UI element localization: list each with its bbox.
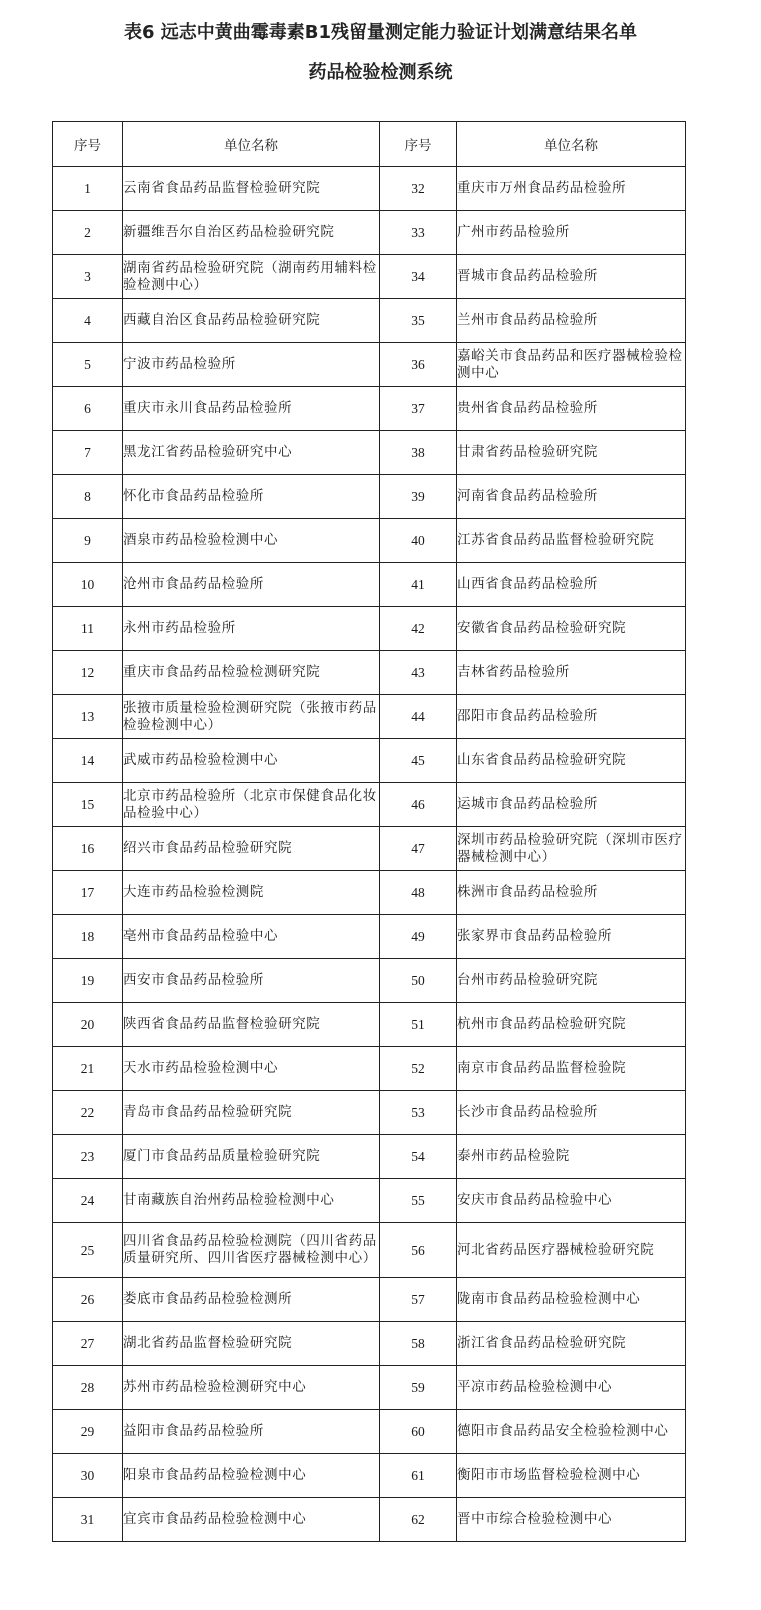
serial-number-left: 7 (53, 431, 123, 475)
unit-name-right: 浙江省食品药品检验研究院 (457, 1322, 686, 1366)
unit-name-right: 运城市食品药品检验所 (457, 783, 686, 827)
serial-number-left: 30 (53, 1454, 123, 1498)
table-row (53, 1003, 686, 1047)
unit-name-right: 山西省食品药品检验所 (457, 563, 686, 607)
unit-name-left: 湖南省药品检验研究院（湖南药用辅料检验检测中心） (123, 255, 380, 299)
serial-number-right: 60 (380, 1410, 457, 1454)
serial-number-right: 57 (380, 1278, 457, 1322)
table-row (53, 1278, 686, 1322)
unit-name-right: 安徽省食品药品检验研究院 (457, 607, 686, 651)
unit-name-right: 台州市药品检验研究院 (457, 959, 686, 1003)
serial-number-right: 39 (380, 475, 457, 519)
unit-name-left: 西安市食品药品检验所 (123, 959, 380, 1003)
unit-name-right: 长沙市食品药品检验所 (457, 1091, 686, 1135)
serial-number-right: 32 (380, 167, 457, 211)
unit-name-left: 沧州市食品药品检验所 (123, 563, 380, 607)
table-row (53, 563, 686, 607)
header-serial-left: 序号 (53, 122, 123, 167)
table-row (53, 1410, 686, 1454)
table-body (53, 167, 686, 1542)
unit-name-right: 株洲市食品药品检验所 (457, 871, 686, 915)
serial-number-right: 40 (380, 519, 457, 563)
serial-number-left: 28 (53, 1366, 123, 1410)
unit-name-right: 张家界市食品药品检验所 (457, 915, 686, 959)
unit-name-right: 深圳市药品检验研究院（深圳市医疗器械检测中心） (457, 827, 686, 871)
unit-name-left: 亳州市食品药品检验中心 (123, 915, 380, 959)
unit-name-right: 邵阳市食品药品检验所 (457, 695, 686, 739)
unit-name-left: 阳泉市食品药品检验检测中心 (123, 1454, 380, 1498)
unit-name-right: 南京市食品药品监督检验院 (457, 1047, 686, 1091)
unit-name-left: 怀化市食品药品检验所 (123, 475, 380, 519)
header-unit-name-left: 单位名称 (123, 122, 380, 167)
serial-number-right: 50 (380, 959, 457, 1003)
unit-name-right: 兰州市食品药品检验所 (457, 299, 686, 343)
serial-number-left: 14 (53, 739, 123, 783)
unit-name-left: 苏州市药品检验检测研究中心 (123, 1366, 380, 1410)
serial-number-right: 54 (380, 1135, 457, 1179)
unit-name-right: 广州市药品检验所 (457, 211, 686, 255)
serial-number-left: 8 (53, 475, 123, 519)
unit-name-right: 晋中市综合检验检测中心 (457, 1498, 686, 1542)
serial-number-left: 18 (53, 915, 123, 959)
unit-name-left: 厦门市食品药品质量检验研究院 (123, 1135, 380, 1179)
table-row (53, 1454, 686, 1498)
unit-name-left: 宜宾市食品药品检验检测中心 (123, 1498, 380, 1542)
table-row (53, 343, 686, 387)
serial-number-left: 1 (53, 167, 123, 211)
document-title: 表6 远志中黄曲霉毒素B1残留量测定能力验证计划满意结果名单 (123, 22, 638, 43)
unit-name-right: 重庆市万州食品药品检验所 (457, 167, 686, 211)
table-row (53, 167, 686, 211)
unit-name-left: 湖北省药品监督检验研究院 (123, 1322, 380, 1366)
serial-number-left: 20 (53, 1003, 123, 1047)
unit-name-right: 吉林省药品检验所 (457, 651, 686, 695)
unit-name-right: 河南省食品药品检验所 (457, 475, 686, 519)
table-row (53, 915, 686, 959)
unit-name-left: 黑龙江省药品检验研究中心 (123, 431, 380, 475)
serial-number-left: 25 (53, 1223, 123, 1278)
serial-number-left: 23 (53, 1135, 123, 1179)
unit-name-left: 张掖市质量检验检测研究院（张掖市药品检验检测中心） (123, 695, 380, 739)
unit-name-right: 泰州市药品检验院 (457, 1135, 686, 1179)
unit-name-right: 嘉峪关市食品药品和医疗器械检验检测中心 (457, 343, 686, 387)
serial-number-right: 46 (380, 783, 457, 827)
serial-number-right: 51 (380, 1003, 457, 1047)
table-row (53, 651, 686, 695)
results-table (52, 121, 686, 1542)
unit-name-left: 新疆维吾尔自治区药品检验研究院 (123, 211, 380, 255)
table-row (53, 1047, 686, 1091)
serial-number-right: 33 (380, 211, 457, 255)
unit-name-left: 云南省食品药品监督检验研究院 (123, 167, 380, 211)
serial-number-right: 43 (380, 651, 457, 695)
unit-name-left: 大连市药品检验检测院 (123, 871, 380, 915)
serial-number-right: 49 (380, 915, 457, 959)
serial-number-left: 27 (53, 1322, 123, 1366)
serial-number-left: 13 (53, 695, 123, 739)
unit-name-right: 河北省药品医疗器械检验研究院 (457, 1223, 686, 1278)
table-row (53, 387, 686, 431)
table-row (53, 1223, 686, 1278)
unit-name-left: 酒泉市药品检验检测中心 (123, 519, 380, 563)
unit-name-left: 武威市药品检验检测中心 (123, 739, 380, 783)
serial-number-right: 38 (380, 431, 457, 475)
unit-name-right: 安庆市食品药品检验中心 (457, 1179, 686, 1223)
serial-number-left: 5 (53, 343, 123, 387)
serial-number-left: 31 (53, 1498, 123, 1542)
table-header-row (53, 122, 686, 167)
unit-name-right: 杭州市食品药品检验研究院 (457, 1003, 686, 1047)
serial-number-right: 61 (380, 1454, 457, 1498)
serial-number-right: 55 (380, 1179, 457, 1223)
serial-number-left: 21 (53, 1047, 123, 1091)
serial-number-right: 59 (380, 1366, 457, 1410)
unit-name-left: 西藏自治区食品药品检验研究院 (123, 299, 380, 343)
serial-number-right: 62 (380, 1498, 457, 1542)
serial-number-left: 11 (53, 607, 123, 651)
unit-name-right: 晋城市食品药品检验所 (457, 255, 686, 299)
serial-number-left: 24 (53, 1179, 123, 1223)
unit-name-left: 陕西省食品药品监督检验研究院 (123, 1003, 380, 1047)
serial-number-right: 42 (380, 607, 457, 651)
serial-number-right: 53 (380, 1091, 457, 1135)
unit-name-right: 陇南市食品药品检验检测中心 (457, 1278, 686, 1322)
unit-name-left: 四川省食品药品检验检测院（四川省药品质量研究所、四川省医疗器械检测中心） (123, 1223, 380, 1278)
serial-number-right: 48 (380, 871, 457, 915)
table-row (53, 475, 686, 519)
serial-number-left: 17 (53, 871, 123, 915)
serial-number-right: 58 (380, 1322, 457, 1366)
serial-number-left: 10 (53, 563, 123, 607)
serial-number-right: 44 (380, 695, 457, 739)
table-row (53, 431, 686, 475)
unit-name-left: 甘南藏族自治州药品检验检测中心 (123, 1179, 380, 1223)
table-row (53, 871, 686, 915)
table-row (53, 959, 686, 1003)
table-row (53, 1135, 686, 1179)
unit-name-left: 青岛市食品药品检验研究院 (123, 1091, 380, 1135)
table-row (53, 211, 686, 255)
table-row (53, 255, 686, 299)
table-row (53, 695, 686, 739)
serial-number-left: 29 (53, 1410, 123, 1454)
serial-number-right: 52 (380, 1047, 457, 1091)
table-row (53, 299, 686, 343)
serial-number-left: 9 (53, 519, 123, 563)
unit-name-right: 江苏省食品药品监督检验研究院 (457, 519, 686, 563)
table-row (53, 739, 686, 783)
serial-number-left: 16 (53, 827, 123, 871)
unit-name-left: 绍兴市食品药品检验研究院 (123, 827, 380, 871)
serial-number-right: 41 (380, 563, 457, 607)
table-row (53, 1366, 686, 1410)
unit-name-left: 永州市药品检验所 (123, 607, 380, 651)
unit-name-left: 宁波市药品检验所 (123, 343, 380, 387)
serial-number-left: 2 (53, 211, 123, 255)
serial-number-right: 36 (380, 343, 457, 387)
table-row (53, 783, 686, 827)
serial-number-right: 37 (380, 387, 457, 431)
serial-number-left: 15 (53, 783, 123, 827)
serial-number-left: 12 (53, 651, 123, 695)
unit-name-left: 益阳市食品药品检验所 (123, 1410, 380, 1454)
serial-number-right: 45 (380, 739, 457, 783)
unit-name-right: 山东省食品药品检验研究院 (457, 739, 686, 783)
unit-name-right: 贵州省食品药品检验所 (457, 387, 686, 431)
serial-number-left: 4 (53, 299, 123, 343)
header-unit-name-right: 单位名称 (457, 122, 686, 167)
unit-name-left: 天水市药品检验检测中心 (123, 1047, 380, 1091)
unit-name-left: 重庆市食品药品检验检测研究院 (123, 651, 380, 695)
header-serial-right: 序号 (380, 122, 457, 167)
table-row (53, 1179, 686, 1223)
table-row (53, 1498, 686, 1542)
serial-number-right: 34 (380, 255, 457, 299)
unit-name-left: 北京市药品检验所（北京市保健食品化妆品检验中心） (123, 783, 380, 827)
serial-number-left: 6 (53, 387, 123, 431)
table-row (53, 607, 686, 651)
unit-name-right: 衡阳市市场监督检验检测中心 (457, 1454, 686, 1498)
serial-number-left: 3 (53, 255, 123, 299)
table-row (53, 519, 686, 563)
unit-name-right: 德阳市食品药品安全检验检测中心 (457, 1410, 686, 1454)
serial-number-left: 26 (53, 1278, 123, 1322)
serial-number-left: 22 (53, 1091, 123, 1135)
serial-number-left: 19 (53, 959, 123, 1003)
serial-number-right: 56 (380, 1223, 457, 1278)
table-row (53, 827, 686, 871)
document-subtitle: 药品检验检测系统 (308, 62, 453, 83)
unit-name-left: 重庆市永川食品药品检验所 (123, 387, 380, 431)
unit-name-right: 平凉市药品检验检测中心 (457, 1366, 686, 1410)
serial-number-right: 35 (380, 299, 457, 343)
serial-number-right: 47 (380, 827, 457, 871)
unit-name-left: 娄底市食品药品检验检测所 (123, 1278, 380, 1322)
table-row (53, 1322, 686, 1366)
table-row (53, 1091, 686, 1135)
unit-name-right: 甘肃省药品检验研究院 (457, 431, 686, 475)
